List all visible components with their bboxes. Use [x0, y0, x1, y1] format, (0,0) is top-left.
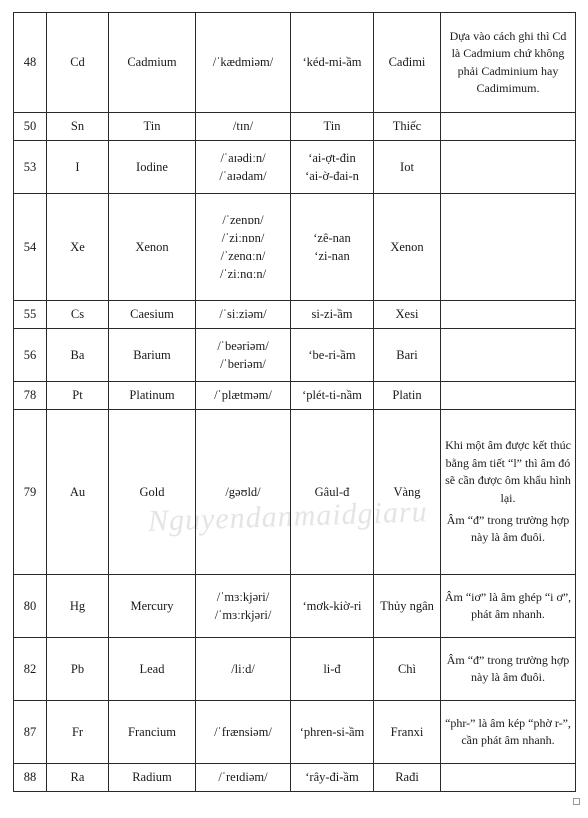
cell-symbol: Hg [47, 575, 109, 638]
cell-num: 82 [14, 638, 47, 701]
cell-reading [291, 638, 374, 701]
cell-reading [291, 329, 374, 382]
cell-ipa [196, 141, 291, 194]
cell-vn: Cađimi [374, 13, 441, 113]
cell-note [441, 13, 576, 113]
cell-line: Khi một âm được kết thúc bằng âm tiết “l” thì âm đó sẽ cần được ôm khẩu hình lại. [445, 438, 571, 505]
cell-name: Iodine [109, 141, 196, 194]
cell-reading [291, 141, 374, 194]
cell-ipa [196, 382, 291, 410]
cell-line: ‘plét-ti-nầm [302, 388, 362, 403]
table-resize-handle[interactable] [573, 798, 580, 805]
cell-note [441, 764, 576, 792]
watermark-text: Nguyendanmaidgiaru [147, 495, 429, 538]
cell-num: 54 [14, 194, 47, 301]
cell-symbol: Sn [47, 113, 109, 141]
cell-line: /ˈaɪədam/ [219, 169, 267, 183]
cell-note [441, 301, 576, 329]
cell-vn: Thiếc [374, 113, 441, 141]
table-row [14, 701, 576, 764]
cell-symbol: Cd [47, 13, 109, 113]
cell-num: 48 [14, 13, 47, 113]
cell-note [441, 141, 576, 194]
cell-line: /gəʊld/ [225, 484, 261, 499]
cell-vn: Iot [374, 141, 441, 194]
cell-line: /ˈreɪdiəm/ [218, 770, 268, 785]
cell-line: /ˈmɜːkjəri/ [216, 589, 270, 604]
cell-line: ‘zi-nan [314, 249, 350, 263]
cell-symbol: Ra [47, 764, 109, 792]
cell-line: /ˈmɜːrkjəri/ [214, 608, 272, 622]
cell-ipa [196, 764, 291, 792]
cell-num: 56 [14, 329, 47, 382]
cell-ipa [196, 301, 291, 329]
cell-vn: Chì [374, 638, 441, 701]
cell-ipa [196, 638, 291, 701]
cell-line: /ˈkædmiəm/ [212, 55, 274, 70]
cell-reading [291, 382, 374, 410]
cell-line: /ˈaɪədiːn/ [220, 150, 266, 165]
cell-num: 50 [14, 113, 47, 141]
cell-reading [291, 301, 374, 329]
table-row [14, 141, 576, 194]
table-row [14, 382, 576, 410]
cell-reading [291, 113, 374, 141]
cell-reading [291, 764, 374, 792]
cell-vn: Thủy ngân [374, 575, 441, 638]
cell-line: ‘mơk-kiờ-ri [302, 598, 362, 613]
cell-line: si-zi-ầm [311, 307, 353, 322]
cell-vn: Platin [374, 382, 441, 410]
cell-ipa [196, 13, 291, 113]
cell-num: 79 [14, 410, 47, 575]
cell-line: ‘phren-si-ầm [299, 724, 365, 739]
cell-symbol: Fr [47, 701, 109, 764]
table-row [14, 194, 576, 301]
cell-line: /ˈbeəriəm/ [217, 338, 269, 353]
cell-vn: Xesi [374, 301, 441, 329]
cell-vn: Rađi [374, 764, 441, 792]
cell-note [441, 575, 576, 638]
table-row [14, 575, 576, 638]
cell-name: Caesium [109, 301, 196, 329]
cell-ipa [196, 701, 291, 764]
cell-name: Barium [109, 329, 196, 382]
cell-reading [291, 575, 374, 638]
cell-note [441, 410, 576, 575]
cell-line: Dựa vào cách ghi thì Cd là Cadmium chứ không phải Cadminium hay Cadimimum. [449, 28, 567, 95]
cell-note [441, 701, 576, 764]
cell-name: Cadmium [109, 13, 196, 113]
cell-line: ‘ai-ờ-đai-n [305, 169, 359, 183]
cell-line: /ˈzenɑːn/ [220, 249, 266, 263]
cell-note [441, 638, 576, 701]
cell-line: li-đ [323, 661, 341, 676]
cell-line: Tin [323, 119, 341, 134]
cell-line: /ˈplætmǝm/ [214, 388, 272, 403]
cell-ipa [196, 410, 291, 575]
cell-line: “phr-” là âm kép “phờ r-”, cần phát âm nhanh. [445, 715, 571, 747]
cell-symbol: Cs [47, 301, 109, 329]
cell-name: Lead [109, 638, 196, 701]
table-row [14, 13, 576, 113]
cell-line: ‘zê-nan [313, 230, 351, 245]
cell-symbol: Pb [47, 638, 109, 701]
cell-vn: Xenon [374, 194, 441, 301]
cell-symbol: Xe [47, 194, 109, 301]
cell-line: /liːd/ [231, 661, 255, 676]
cell-name: Xenon [109, 194, 196, 301]
cell-note [441, 194, 576, 301]
cell-line: ‘kéd-mi-ầm [302, 55, 362, 70]
table-row [14, 764, 576, 792]
cell-ipa [196, 329, 291, 382]
cell-reading [291, 13, 374, 113]
table-body [14, 13, 576, 792]
table-row [14, 301, 576, 329]
cell-symbol: I [47, 141, 109, 194]
cell-name: Radium [109, 764, 196, 792]
cell-symbol: Ba [47, 329, 109, 382]
cell-line: /ˈzenɒn/ [222, 212, 264, 227]
cell-line: /ˈfrænsiəm/ [214, 724, 272, 739]
cell-ipa [196, 575, 291, 638]
cell-note [441, 329, 576, 382]
cell-line: Gâul-đ [314, 484, 350, 499]
cell-name: Gold [109, 410, 196, 575]
cell-reading [291, 701, 374, 764]
table-row [14, 638, 576, 701]
table-row [14, 113, 576, 141]
cell-symbol: Pt [47, 382, 109, 410]
cell-line: Âm “đ” trong trường hợp này là âm đuôi. [446, 652, 570, 684]
table-row [14, 329, 576, 382]
cell-line: ‘ai-ợt-đin [308, 150, 356, 165]
cell-line: ‘be-ri-ầm [308, 347, 356, 362]
cell-num: 88 [14, 764, 47, 792]
cell-reading [291, 194, 374, 301]
cell-note [441, 382, 576, 410]
cell-reading [291, 410, 374, 575]
cell-line: Âm “iơ” là âm ghép “i ơ”, phát âm nhanh. [444, 589, 572, 621]
cell-num: 53 [14, 141, 47, 194]
cell-symbol: Au [47, 410, 109, 575]
cell-num: 80 [14, 575, 47, 638]
cell-line: ‘rây-đi-ầm [305, 770, 359, 785]
cell-num: 78 [14, 382, 47, 410]
cell-line: /ˈsiːziəm/ [219, 307, 267, 322]
cell-line: /tɪn/ [232, 119, 254, 134]
cell-ipa [196, 113, 291, 141]
cell-vn: Vàng [374, 410, 441, 575]
cell-vn: Bari [374, 329, 441, 382]
element-pronunciation-table [13, 12, 576, 792]
table-row [14, 410, 576, 575]
cell-num: 87 [14, 701, 47, 764]
cell-line: /ˈziːnɒn/ [221, 230, 265, 245]
cell-line: Âm “đ” trong trường hợp này là âm đuôi. [446, 512, 570, 545]
cell-vn: Franxi [374, 701, 441, 764]
cell-note [441, 113, 576, 141]
cell-ipa [196, 194, 291, 301]
cell-name: Mercury [109, 575, 196, 638]
cell-line: /ˈberiəm/ [220, 357, 266, 371]
cell-line: /ˈziːnɑːn/ [219, 267, 267, 282]
cell-name: Tin [109, 113, 196, 141]
cell-name: Platinum [109, 382, 196, 410]
cell-num: 55 [14, 301, 47, 329]
cell-name: Francium [109, 701, 196, 764]
